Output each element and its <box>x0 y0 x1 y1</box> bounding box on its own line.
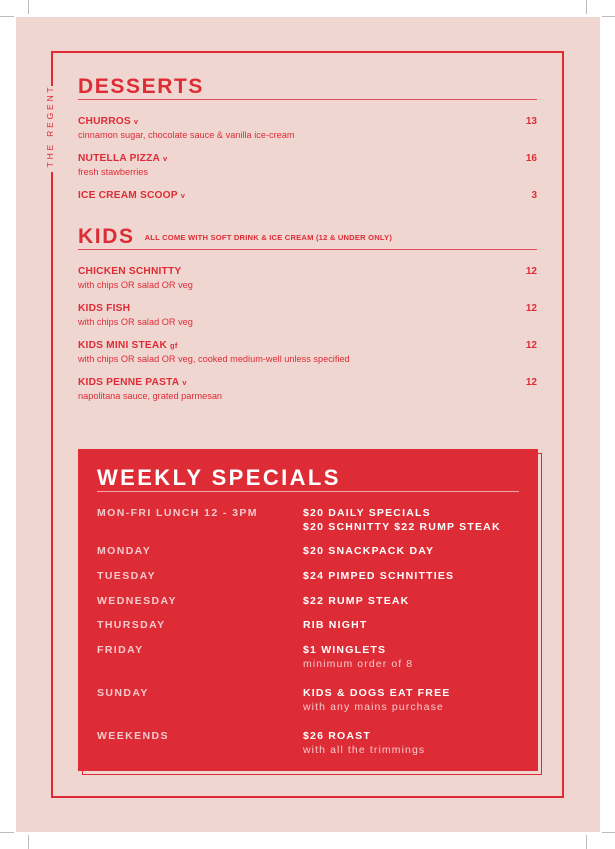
menu-item-name: ICE CREAM SCOOP v <box>78 190 186 201</box>
crop-mark <box>602 16 615 17</box>
kids-note: ALL COME WITH SOFT DRINK & ICE CREAM (12 & UNDER ONLY) <box>144 233 393 242</box>
special-day: TUESDAY <box>97 570 157 582</box>
desserts-heading: DESSERTS <box>78 75 204 98</box>
crop-mark <box>0 832 14 833</box>
menu-item-desc: with chips OR salad OR veg, cooked medium-well unless specified <box>78 354 350 364</box>
menu-item-price: 12 <box>525 340 537 351</box>
menu-item-desc: with chips OR salad OR veg <box>78 317 193 327</box>
special-day: SUNDAY <box>97 687 149 699</box>
menu-item-desc: napolitana sauce, grated parmesan <box>78 391 223 401</box>
menu-item-desc: fresh stawberries <box>78 167 148 177</box>
specials-heading: WEEKLY SPECIALS <box>97 465 341 490</box>
special-offer: $1 WINGLETS <box>303 644 387 656</box>
menu-item-price: 13 <box>525 116 537 127</box>
special-offer: $22 RUMP STEAK <box>303 595 410 607</box>
crop-mark <box>602 832 615 833</box>
special-day: WEEKENDS <box>97 730 169 742</box>
menu-item-desc: with chips OR salad OR veg <box>78 280 193 290</box>
kids-heading: KIDS ALL COME WITH SOFT DRINK & ICE CREAM (12 & UNDER ONLY) <box>78 225 393 248</box>
special-condition: with any mains purchase <box>303 701 444 713</box>
menu-item-price: 12 <box>525 303 537 314</box>
menu-item-price: 3 <box>531 190 537 201</box>
special-day: WEDNESDAY <box>97 595 177 607</box>
special-condition: with all the trimmings <box>303 744 426 756</box>
menu-item-name: CHURROS v <box>78 116 139 127</box>
menu-item-name: KIDS PENNE PASTA v <box>78 377 187 388</box>
special-offer: $20 DAILY SPECIALS $20 SCHNITTY $22 RUMP STEAK <box>303 507 501 533</box>
desserts-rule <box>78 99 537 100</box>
special-day: MON-FRI LUNCH 12 - 3PM <box>97 507 258 519</box>
menu-item-name: KIDS FISH <box>78 303 131 314</box>
crop-mark <box>28 0 29 14</box>
crop-mark <box>28 835 29 849</box>
brand-label: THE REGENT <box>45 84 55 168</box>
menu-item-name: KIDS MINI STEAK gf <box>78 340 178 351</box>
specials-rule <box>97 491 519 492</box>
special-day: MONDAY <box>97 545 152 557</box>
special-offer: $26 ROAST <box>303 730 371 742</box>
special-offer: KIDS & DOGS EAT FREE <box>303 687 451 699</box>
special-day: FRIDAY <box>97 644 144 656</box>
special-offer: $20 SNACKPACK DAY <box>303 545 435 557</box>
menu-item-desc: cinnamon sugar, chocolate sauce & vanilla ice-cream <box>78 130 295 140</box>
special-condition: minimum order of 8 <box>303 658 414 670</box>
crop-mark <box>0 16 14 17</box>
menu-item-name: CHICKEN SCHNITTY <box>78 266 182 277</box>
menu-item-price: 12 <box>525 377 537 388</box>
crop-mark <box>586 0 587 14</box>
special-day: THURSDAY <box>97 619 166 631</box>
kids-rule <box>78 249 537 250</box>
menu-item-price: 12 <box>525 266 537 277</box>
menu-item-name: NUTELLA PIZZA v <box>78 153 168 164</box>
special-offer: RIB NIGHT <box>303 619 368 631</box>
crop-mark <box>586 835 587 849</box>
menu-item-price: 16 <box>525 153 537 164</box>
special-offer: $24 PIMPED SCHNITTIES <box>303 570 455 582</box>
weekly-specials-panel <box>78 449 538 771</box>
